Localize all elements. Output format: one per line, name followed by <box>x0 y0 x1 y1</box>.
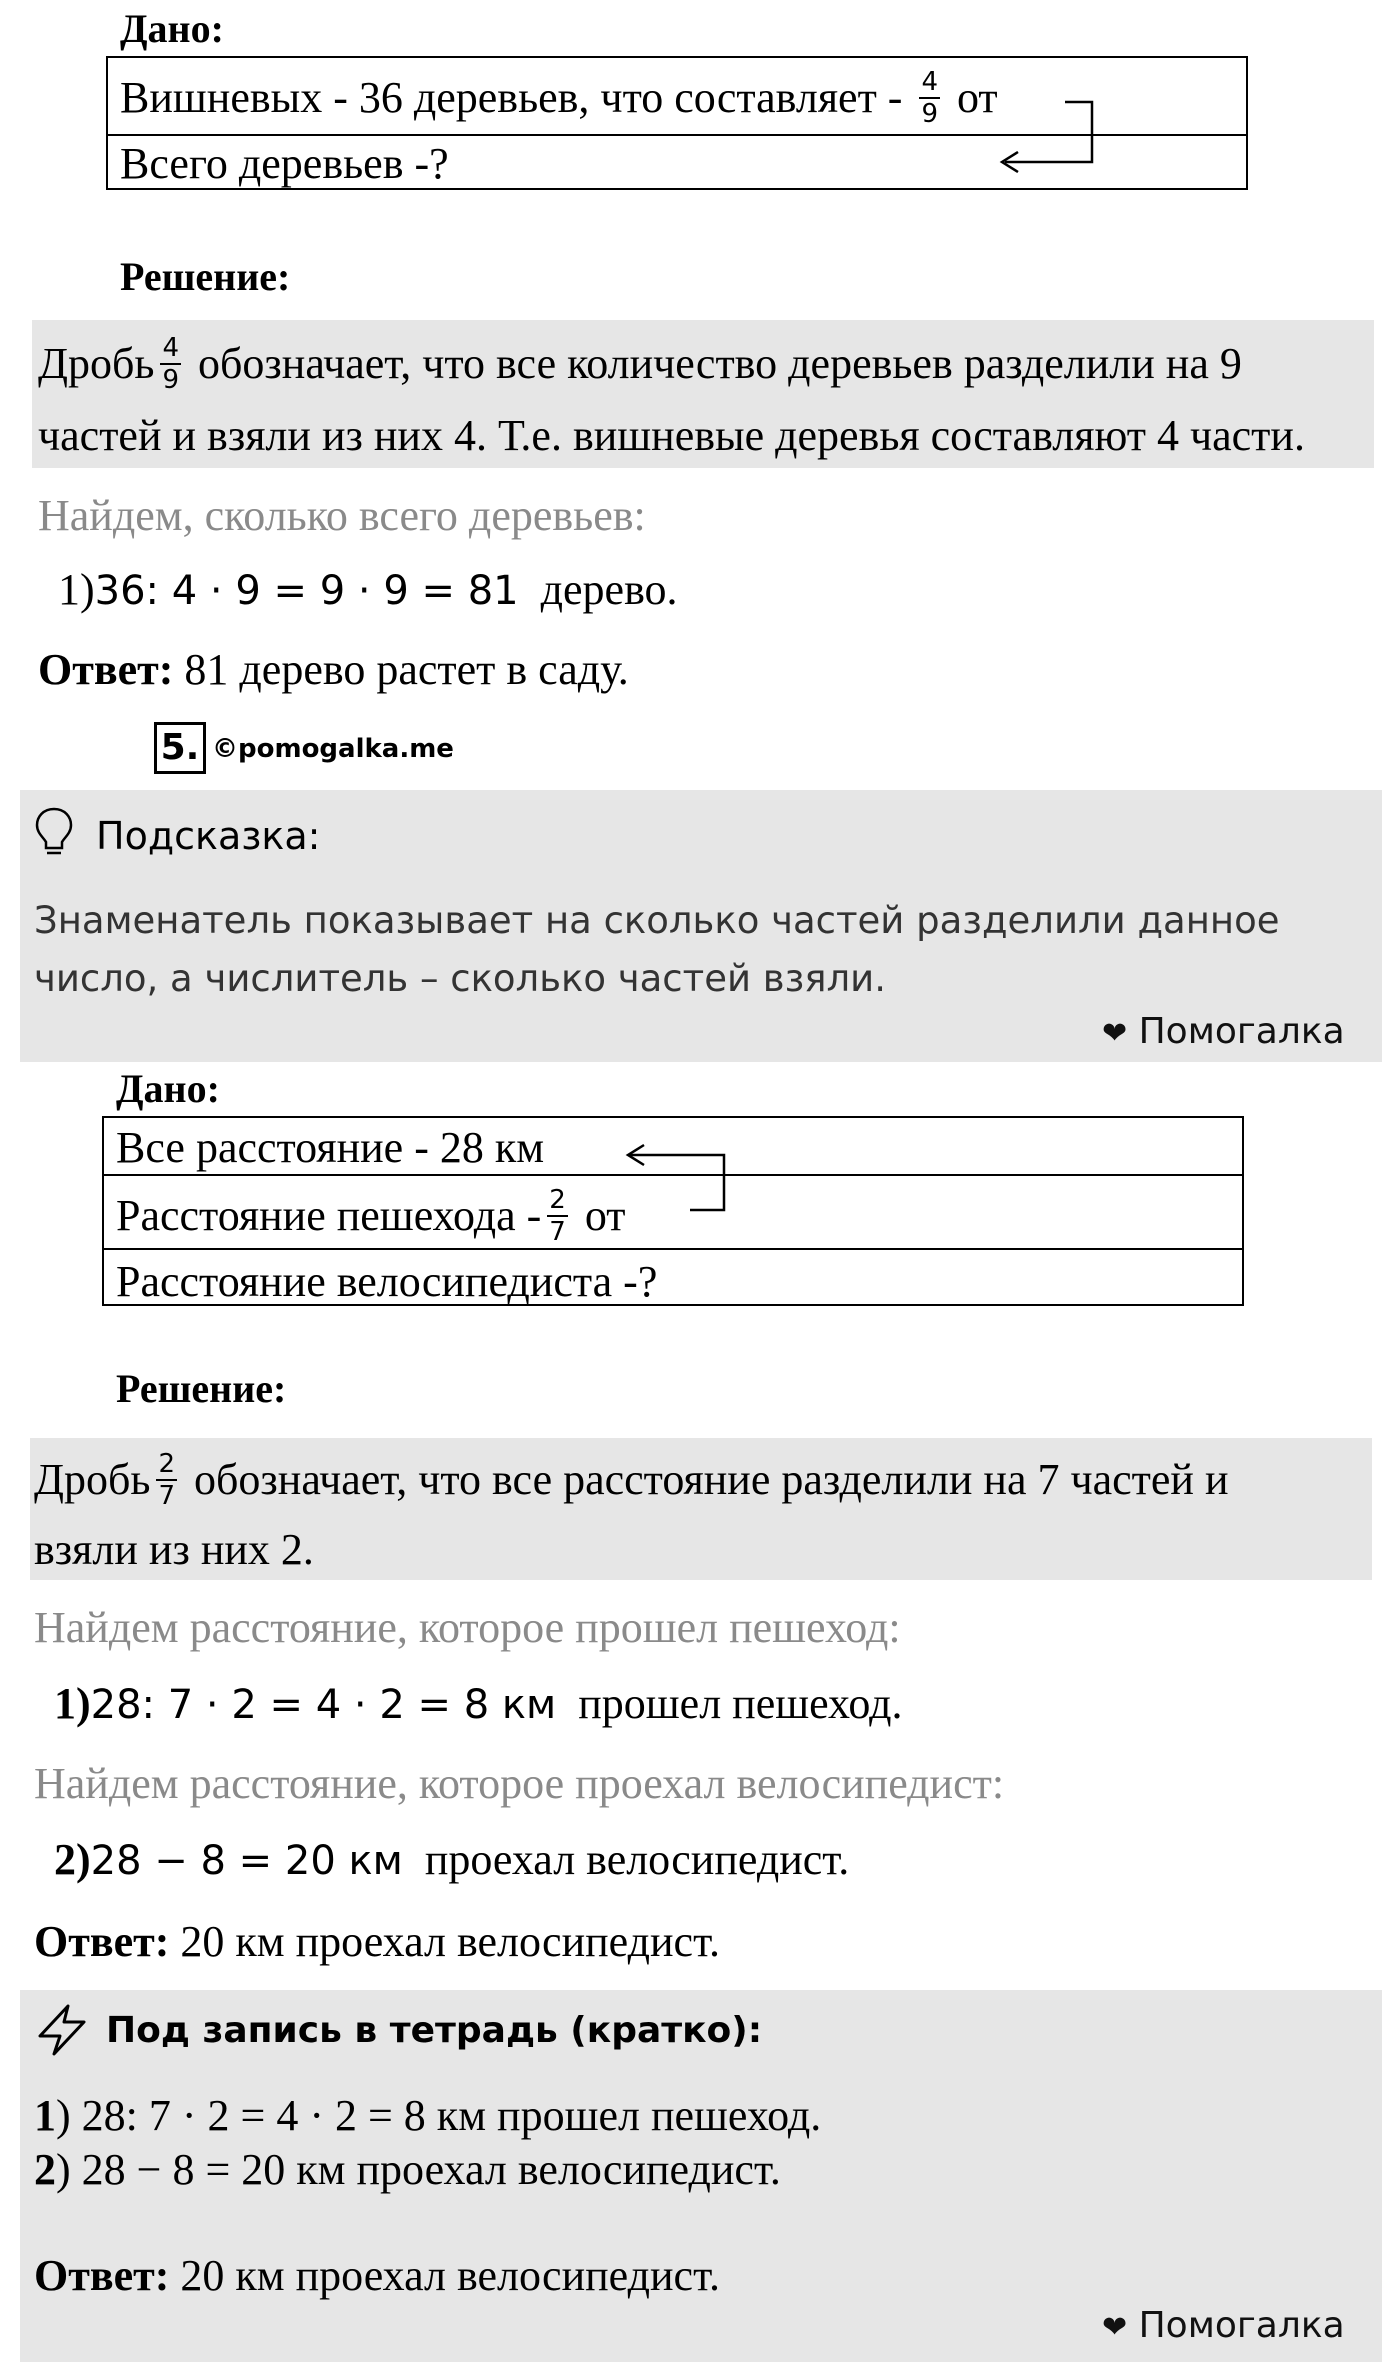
given-label: Дано: <box>116 1066 220 1111</box>
lightbulb-icon <box>34 806 74 858</box>
hint-text: Знаменатель показывает на сколько частей разделили данное число, а числитель – сколько частей взяли. <box>34 899 1280 1000</box>
heart-icon: ❤ <box>1102 2310 1128 2345</box>
heart-icon: ❤ <box>1102 1016 1128 1051</box>
solution-label: Решение: <box>116 1366 287 1411</box>
explanation-line-1: Дробь $\frac{4}{9}$ обозначает, что все количество деревьев разделили на 9 <box>38 332 1242 395</box>
explanation-line-2: частей и взяли из них 4. Т.е. вишневые деревья составляют 4 части. <box>38 411 1305 460</box>
lightning-icon <box>34 2002 90 2058</box>
step-1: 1)28: 7 · 2 = 4 · 2 = 8 км прошел пешеход. <box>54 1679 903 1728</box>
given-row-total-distance: Все расстояние - 28 км <box>116 1123 545 1172</box>
copyright: ©pomogalka.me <box>212 734 454 764</box>
explanation-line-2: взяли из них 2. <box>34 1525 314 1574</box>
given-row-walker: Расстояние пешехода - $\frac{2}{7}$ от <box>116 1184 626 1247</box>
brand-pomogalka[interactable]: ❤ Помогалка <box>1102 2305 1345 2346</box>
notebook-line-2: 2) 28 − 8 = 20 км проехал велосипедист. <box>34 2145 781 2194</box>
given-row-cyclist: Расстояние велосипедиста -? <box>116 1257 658 1306</box>
fraction: $\frac{4}{9}$ <box>921 66 939 129</box>
notebook-title: Под запись в тетрадь (кратко): <box>106 2010 763 2051</box>
find-walker-text: Найдем расстояние, которое прошел пешеход: <box>34 1603 901 1652</box>
answer: Ответ: 20 км проехал велосипедист. <box>34 1917 721 1966</box>
step-2: 2)28 − 8 = 20 км проехал велосипедист. <box>54 1835 850 1884</box>
brand-pomogalka[interactable]: ❤ Помогалка <box>1102 1011 1345 1052</box>
fraction: $\frac{4}{9}$ <box>162 332 180 395</box>
explanation-line-1: Дробь $\frac{2}{7}$ обозначает, что все расстояние разделили на 7 частей и <box>34 1448 1229 1511</box>
hint-title: Подсказка: <box>96 814 321 858</box>
given-label: Дано: <box>120 6 224 51</box>
notebook-line-1: 1) 28: 7 · 2 = 4 · 2 = 8 км прошел пешеход. <box>34 2091 822 2140</box>
given-row-cherries: Вишневых - 36 деревьев, что составляет - $\frac{4}{9}$ от <box>120 66 998 129</box>
arrow-icon <box>620 1140 740 1220</box>
step-1: 1)36: 4 · 9 = 9 · 9 = 81 дерево. <box>58 565 678 614</box>
answer: Ответ: 81 дерево растет в саду. <box>38 645 629 694</box>
fraction: $\frac{2}{7}$ <box>158 1448 176 1511</box>
fraction: $\frac{2}{7}$ <box>549 1184 566 1247</box>
find-cyclist-text: Найдем расстояние, которое проехал велосипедист: <box>34 1759 1005 1808</box>
find-total-text: Найдем, сколько всего деревьев: <box>38 491 646 540</box>
given-row-total: Всего деревьев -? <box>120 139 449 188</box>
task-number: 5. <box>154 722 206 774</box>
notebook-answer: Ответ: 20 км проехал велосипедист. <box>34 2251 721 2300</box>
solution-label: Решение: <box>120 254 291 299</box>
arrow-icon <box>990 90 1100 180</box>
